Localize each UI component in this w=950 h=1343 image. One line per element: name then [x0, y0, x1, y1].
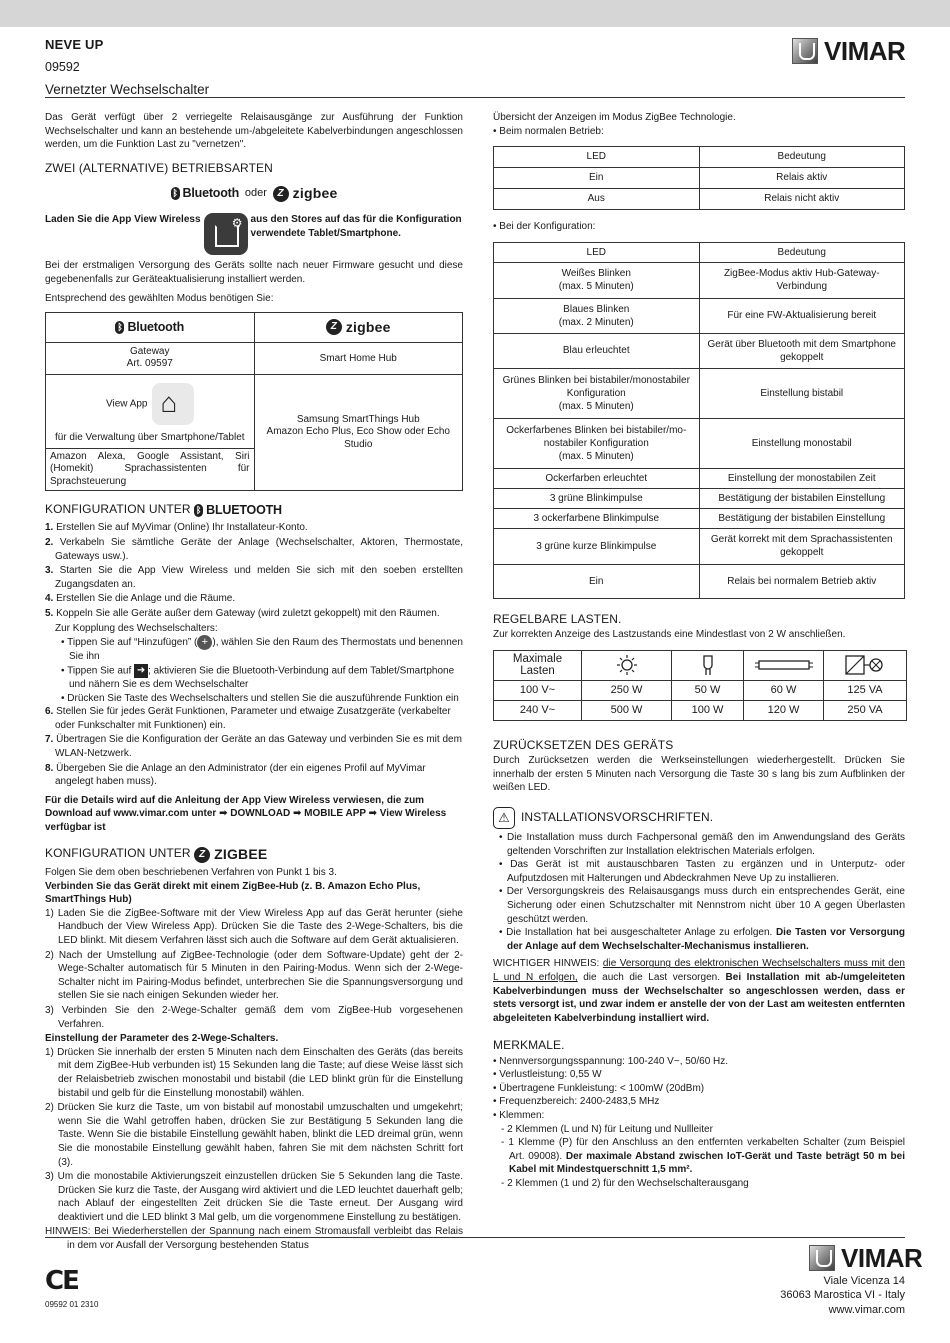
bluetooth-logo: ᛒ BLUETOOTH: [196, 503, 282, 518]
table-row: 3 grüne Blinkimpulse Bestätigung der bistabilen Einstellung: [494, 488, 905, 508]
coupling-label: Zur Kopplung des Wechselschalters:: [55, 622, 218, 634]
left-column: [45, 111, 463, 1254]
table-row: Ockerfarbenes Blinken bei bistabiler/mo- nostabiler Konfiguration (max. 5 Minuten) Einstellung monostabil: [494, 418, 905, 468]
list-item: • Nennversorgungsspannung: 100-240 V~, 50/60 Hz.: [493, 1055, 729, 1067]
table-row: Ein Relais bei normalem Betrieb aktiv: [494, 564, 905, 598]
ecosystem-table: ᛒ Bluetooth Z zigbee Gateway Art. 09597 Smart Home Hub View App⌂ für die Verwaltung über Smartphone/Tablet Samsung SmartThings Hub Amazon Echo Plus, Eco Show oder Echo Studio Amazon Alexa, Google Assistant, Siri (Homekit) Sprachassistenten für Sprachsteuerung: [45, 312, 463, 492]
incandescent-lamp-icon: [616, 654, 638, 676]
vimar-mark-icon: [809, 1245, 835, 1271]
list-item: 5. Koppeln Sie alle Geräte außer dem Gateway (wird zuletzt gekoppelt) mit den Räumen.: [45, 607, 440, 619]
top-bar: [0, 0, 950, 27]
list-item: • Das Gerät ist mit austauschbaren Tasten zu ergänzen und in Unterputz- oder Aufputzdosen mit Halterungen und Abdeckrahmen Neve Up zu installieren.: [499, 859, 906, 884]
list-item: 2) Drücken Sie kurz die Taste, um von bistabil auf monostabil umzuschalten und umgekehrt; wenn Sie die Wahl getroffen haben, drücken Sie zur Bestätigung 5 Sekunden lang die Taste. Wenn Sie die bistabile Einstellung gewählt haben, blinkt die LED dreimal grün, wenn Sie die monostabile Einstellung gewählt haben, fahren Sie mit dem nächsten Schritt fort (3).: [45, 1102, 464, 1168]
coupling-tips: • Tippen Sie auf “Hinzufügen” ( + ), wählen Sie den Raum des Thermostats und benennen Sie ihn • Tippen Sie auf ➜ ; aktivieren Sie die Bluetooth-Verbindung auf dem Tablet/Smartphone und nähern Sie es dem Wechselschalter • Drücken Sie Taste des Wechselschalters und stellen Sie die auszuführende Funktion ein: [61, 636, 463, 704]
zb-connect-text: Verbinden Sie das Gerät direkt mit einem ZigBee-Hub (z. B. Amazon Echo Plus, SmartThings Hub): [45, 880, 421, 906]
modes-logos: ᛒ Bluetooth oder Z zigbee: [45, 184, 463, 203]
overview-text: Übersicht der Anzeigen im Modus ZigBee Technologie.: [493, 112, 736, 123]
normal-label: • Beim normalen Betrieb:: [493, 125, 604, 137]
company-address: Viale Vicenza 14 36063 Marostica VI - Italy www.vimar.com: [780, 1275, 905, 1316]
list-item: • Die Installation hat bei ausgeschalteter Anlage zu erfolgen. Die Tasten vor Versorgung der Anlage auf dem Wechselschalter-Mechanismus installieren.: [499, 927, 906, 952]
normal-led-table: LED Bedeutung Ein Relais aktiv Aus Relais nicht aktiv: [493, 146, 905, 210]
loads-note: Zur korrekten Anzeige des Lastzustands eine Mindestlast von 2 W anschließen.: [493, 629, 846, 641]
list-item: 7. Übertragen Sie die Konfiguration der Geräte an das Gateway und verbinden Sie es mit dem WLAN-Netzwerk.: [45, 734, 462, 759]
details-text: Für die Details wird auf die Anleitung der App View Wireless verwiesen, die zum Download auf www.vimar.com unter ➡ DOWNLOAD ➡ MOBILE APP ➡ View Wireless verfügbar ist: [45, 794, 447, 833]
zb-follow-text: Folgen Sie dem oben beschriebenen Verfahren von Punkt 1 bis 3.: [45, 867, 337, 879]
list-item: - 2 Klemmen (L und N) für Leitung und Nullleiter: [501, 1123, 713, 1135]
table-row: Ein Relais aktiv: [494, 168, 905, 189]
list-item: • Verlustleistung: 0,55 W: [493, 1069, 602, 1081]
footer-rule: [45, 1237, 905, 1238]
view-app-home-icon: [152, 383, 194, 425]
article-number: 09592: [45, 59, 80, 74]
table-row: 3 grüne kurze Blinkimpulse Gerät korrekt mit dem Sprachassistenten gekoppelt: [494, 528, 905, 564]
document-header: [45, 36, 209, 99]
need-text: Entsprechend des gewählten Modus benötigen Sie:: [45, 293, 274, 305]
config-led-table: LED Bedeutung Weißes Blinken (max. 5 Minuten) ZigBee-Modus aktiv Hub-Gateway- Verbindung Blaues Blinken (max. 2 Minuten) Für eine FW-Aktualisierung bereit Blau erleuchtet Gerät über Bluetooth mit dem Smartphone gekoppelt Grünes Blinken bei bistabiler/monostabiler Konfiguration (max. 5 Minuten) Einstellung bistabil Ockerfarbenes Blinken bei bistabiler/mo- nostabiler Konfiguration (max. 5 Minuten) Einstellung monostabil Ockerfarben erleuchtet Einstellung der monostabilen Zeit 3 grüne Blinkimpulse Bestätigung der bistabilen Einstellung 3 ockerfarbene Blinkimpulse Bestätigung der bistabilen Einstellung 3 grüne kurze Blinkimpulse Gerät korrekt mit dem Sprachassistenten gekoppelt Ein Relais bei normalem Betrieb aktiv: [493, 242, 905, 599]
table-row: 3 ockerfarbene Blinkimpulse Bestätigung der bistabilen Einstellung: [494, 508, 905, 528]
list-item: 6. Stellen Sie für jedes Gerät Funktionen, Parameter und etwaige Zusatzgeräte (verkabelter oder Funkschalter mit Funktionen) ein.: [45, 706, 451, 731]
installer-warning-icon: ⚠: [493, 807, 515, 829]
reset-text: Durch Zurücksetzen werden die Werkseinstellungen wiederhergestellt. Drücken Sie innerhalb der ersten 5 Minuten nach Versorgung die Taste 30 s lang bis zum Aufblinken der weißen LED.: [493, 755, 905, 794]
features-list: [493, 1055, 905, 1191]
bluetooth-icon: ᛒ: [117, 321, 123, 332]
ce-mark: CE: [45, 1266, 78, 1296]
features-heading: MERKMALE.: [493, 1038, 565, 1053]
zigbee-icon: Z: [194, 847, 210, 863]
zigbee-icon: Z: [326, 319, 342, 335]
table-row: Blau erleuchtet Gerät über Bluetooth mit dem Smartphone gekoppelt: [494, 333, 905, 368]
list-item: 1. Erstellen Sie auf MyVimar (Online) Ihr Installateur-Konto.: [45, 522, 308, 534]
bluetooth-logo: ᛒ Bluetooth: [117, 319, 185, 334]
reset-heading: ZURÜCKSETZEN DES GERÄTS: [493, 737, 674, 752]
table-row: Grünes Blinken bei bistabiler/monostabiler Konfiguration (max. 5 Minuten) Einstellung bistabil: [494, 368, 905, 418]
bt-config-heading: KONFIGURATION UNTER ᛒ BLUETOOTH: [45, 502, 282, 518]
led-lamp-icon: [701, 654, 715, 676]
list-item: - 1 Klemme (P) für den Anschluss an den entfernten verkabelten Schalter (zum Beispiel Art. 09008). Der maximale Abstand zwischen IoT-Gerät und Taste beträgt 50 m bei Kabel mit Mindestquerschnitt 1,5 mm².: [501, 1137, 905, 1176]
vimar-mark-icon: [792, 38, 818, 64]
list-item: - 2 Klemmen (1 und 2) für den Wechselschalterausgang: [501, 1178, 749, 1190]
list-item: • Frequenzbereich: 2400-2483,5 MHz: [493, 1096, 660, 1108]
bluetooth-logo: ᛒ Bluetooth: [172, 185, 240, 200]
zigbee-logo: Z zigbee: [326, 318, 391, 337]
list-item: 3) Um die monostabile Aktivierungszeit einzustellen drücken Sie 5 Sekunden lang die Taste. Drücken Sie kurz die Taste, der Ausgang wird aktiviert und die LED leuchtet dauerhaft gelb; nach Ablauf der eingestellten Zeit drücken Sie die Taste erneut. Der Ausgang wird deaktiviert und die LED blinkt 3 Mal gelb, um die vorgenommene Einstellung zu bestätigen.: [45, 1171, 463, 1223]
table-row: Ockerfarben erleuchtet Einstellung der monostabilen Zeit: [494, 468, 905, 488]
add-icon: +: [197, 635, 212, 650]
app-download-row: Laden Sie die App View Wireless ⚙ aus den Stores auf das für die Konfiguration verwendete Tablet/Smartphone.: [45, 213, 463, 255]
list-item: • Die Installation muss durch Fachpersonal gemäß den im Anwendungsland des Geräts geltenden Vorschriften zur Installation elektrischen Materials erfolgen.: [499, 832, 906, 857]
firmware-text: Bei der erstmaligen Versorgung des Geräts sollte nach neuer Firmware gesucht und diese gegebenenfalls zur Geräteaktualisierung installiert werden.: [45, 260, 463, 285]
bt-steps-continued: [45, 705, 463, 789]
config-label: • Bei der Konfiguration:: [493, 221, 596, 233]
product-name: NEVE UP: [45, 37, 104, 52]
right-column: [493, 111, 905, 1191]
view-wireless-app-icon[interactable]: [204, 213, 248, 255]
list-item: 2. Verkabeln Sie sämtliche Geräte der Anlage (Wechselschalter, Aktoren, Thermostate, Gateways usw.).: [45, 537, 463, 562]
list-item: • Klemmen:: [493, 1110, 545, 1122]
list-item: • Übertragene Funkleistung: < 100mW (20dBm): [493, 1082, 705, 1094]
install-heading: ⚠ INSTALLATIONSVORSCHRIFTEN.: [493, 807, 905, 829]
loads-heading: REGELBARE LASTEN.: [493, 611, 622, 626]
zigbee-logo: Z zigbee: [273, 184, 338, 203]
arrow-icon: ➜: [134, 664, 148, 678]
hinweis-text: HINWEIS: Bei Wiederherstellen der Spannung nach einem Stromausfall verbleibt das Relais in dem vor Ausfall der Versorgung bestehenden Status: [45, 1226, 463, 1252]
bluetooth-icon: ᛒ: [172, 187, 178, 198]
product-description: Vernetzter Wechselschalter: [45, 81, 210, 97]
table-row: 240 V~ 500 W 100 W 120 W 250 VA: [494, 700, 907, 720]
bt-steps: [45, 521, 463, 620]
vimar-logo: VIMAR: [792, 38, 905, 64]
header-rule: [45, 97, 905, 98]
table-row: Weißes Blinken (max. 5 Minuten) ZigBee-Modus aktiv Hub-Gateway- Verbindung: [494, 262, 905, 298]
fluorescent-tube-icon: [754, 658, 814, 672]
zigbee-icon: Z: [273, 186, 289, 202]
list-item: 1) Laden Sie die ZigBee-Software mit der View Wireless App auf das Gerät herunter (siehe Handbuch der View Wireless App). Drücken Sie die Taste des 2-Wege-Schalters, bis die LED blinkt. Mit diesem Verfahren lässt sich auch die Software auf dem Gerät aktualisieren.: [45, 907, 463, 946]
bluetooth-icon: ᛒ: [196, 505, 202, 516]
zb-params-text: Einstellung der Parameter des 2-Wege-Schalters.: [45, 1033, 279, 1045]
loads-table: Maximale Lasten 100 V~ 250 W 50 W 60 W 125 VA 240 V~ 500 W 100 W 120 W 250 VA: [493, 650, 907, 721]
list-item: 4. Erstellen Sie die Anlage und die Räume.: [45, 593, 236, 605]
list-item: • Der Versorgungskreis des Relaisausgangs muss durch ein entsprechendes Gerät, eine Sicherung oder einen Schutzschalter mit Nennstrom nicht über 10 A gegen Überlasten geschützt werden.: [499, 886, 905, 925]
table-row: Aus Relais nicht aktiv: [494, 189, 905, 210]
vimar-logo-footer: VIMAR: [809, 1245, 922, 1271]
table-row: Blaues Blinken (max. 2 Minuten) Für eine FW-Aktualisierung bereit: [494, 298, 905, 333]
website-link[interactable]: www.vimar.com: [828, 1303, 905, 1316]
list-item: 1) Drücken Sie innerhalb der ersten 5 Minuten nach dem Einschalten des Geräts (das bereits mit dem ZigBee-Hub verbunden ist) 15 Sekunden lang die Taste; auf diese Weise lässt sich der Relaisbetrieb zwischen monostabil und bistabil (die LED blinkt grün für die Einstellung bistabil und gelb für die Einstellung monostabil) wählen.: [45, 1046, 464, 1099]
install-list: [493, 831, 905, 953]
transformer-load-icon: [844, 654, 886, 676]
modes-heading: ZWEI (ALTERNATIVE) BETRIEBSARTEN: [45, 160, 273, 175]
document-id: 09592 01 2310: [45, 1300, 99, 1309]
zb-config-heading: KONFIGURATION UNTER Z ZIGBEE: [45, 845, 463, 865]
zb-steps: [45, 907, 463, 1031]
list-item: 2) Nach der Umstellung auf ZigBee-Technologie (oder dem Software-Update) geht der 2-Wege-Schalter automatisch für 5 Minuten in den Pairing-Modus. Wenn sich der 2-Wege-Schalter nicht im Pairing-Modus befindet, unterbrechen Sie die Spannungsversorgung und stellen Sie sie nach einigen Sekunden wieder her.: [45, 949, 463, 1002]
zb-param-steps: [45, 1046, 463, 1225]
table-row: 100 V~ 250 W 50 W 60 W 125 VA: [494, 680, 907, 700]
zigbee-logo: Z ZIGBEE: [194, 845, 267, 864]
list-item: 8. Übergeben Sie die Anlage an den Administrator (der ein eigenes Profil auf MyVimar angelegt haben muss).: [45, 762, 426, 788]
important-note: WICHTIGER HINWEIS: die Versorgung des elektronischen Wechselschalters muss mit den L und N erfolgen, die auch die Last versorgen. Bei Installation mit ab-/umgeleiteten Kabelverbindungen muss der Wechselschalter so angeschlossen werden, dass er stets versorgt ist, und zwar indem er anstelle der von der Last am weitesten entfernten abgeleiteten Kabelverbindung installiert wird.: [493, 958, 905, 1024]
intro-text: Das Gerät verfügt über 2 verriegelte Relaisausgänge zur Ausführung der Funktion Wechselschalter und kann an bestehende um-/abgeleitete Kabelverbindungen angeschlossen werden, um die Funktion Last zu "vernetzen".: [45, 112, 463, 151]
list-item: 3. Starten Sie die App View Wireless und melden Sie sich mit den soeben erstellten Zugangsdaten an.: [45, 565, 463, 590]
list-item: 3) Verbinden Sie den 2-Wege-Schalter gemäß dem vom ZigBee-Hub vorgesehenen Verfahren.: [45, 1004, 463, 1030]
